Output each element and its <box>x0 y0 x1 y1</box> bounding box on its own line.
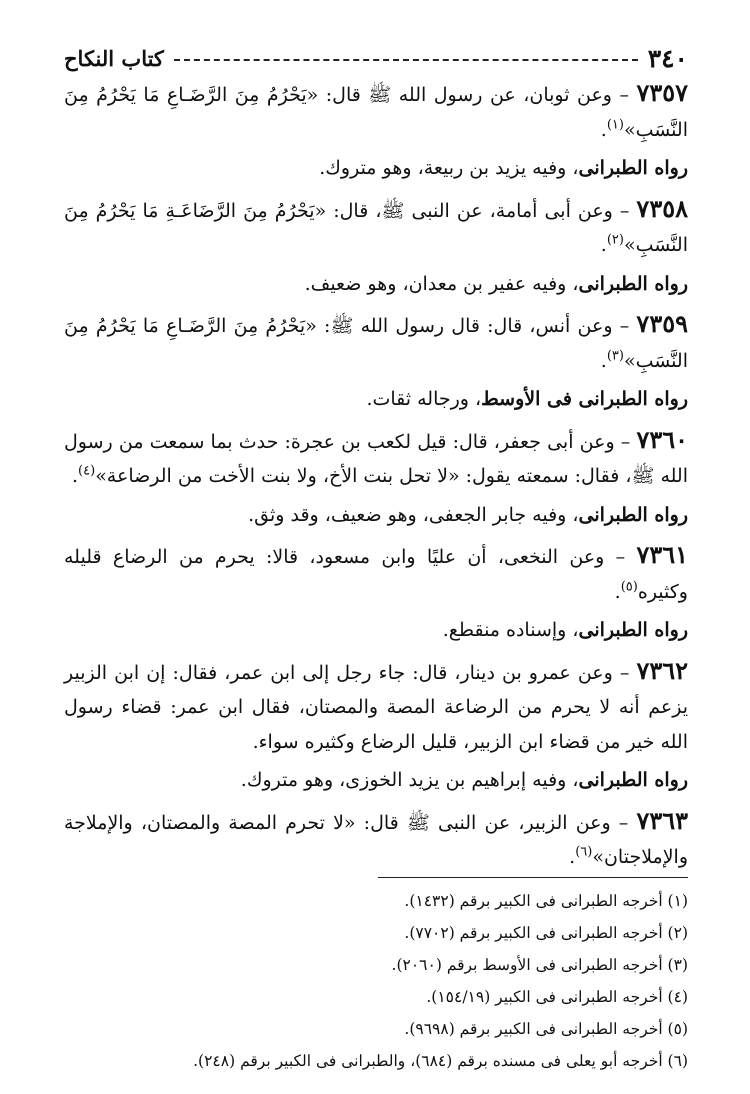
hadith-text: – وعن أنس، قال: قال رسول الله ﷺ: «يَحْرُمُ مِنَ الرَّضَـاعِ مَا يَحْرُمُ مِنَ النَّسَبِ» <box>64 315 688 372</box>
hadith-end-mark: . <box>72 465 79 487</box>
hadith-number: ٧٣٦٢ <box>636 655 688 685</box>
hadith-entry <box>64 538 688 609</box>
hadith-text: – وعن أبى أمامة، عن النبى ﷺ، قال: «يَحْرُمُ مِنَ الرَّضَاعَـةِ مَا يَحْرُمُ مِنَ النَّسَبِ» <box>64 199 688 256</box>
footnote: (٣) أخرجه الطبرانى فى الأوسط برقم (٢٠٦٠). <box>391 956 688 974</box>
narration-comment: ، ورجاله ثقات. <box>366 388 482 410</box>
narration-comment: ، وإسناده منقطع. <box>442 619 579 641</box>
hadith-number: ٧٣٦١ <box>636 540 688 569</box>
hadith-text: – وعن عمرو بن دينار، قال: جاء رجل إلى ابن عمر، فقال: إن ابن الزبير يزعم أنه لا يحرم من الرضاعة المصة والمصتان، فقال ابن عمر: قضاء رسول الله خير من قضاء ابن الزبير، قليل الرضاع وكثيره سواء. <box>64 661 688 753</box>
narration-comment: ، وفيه عفير بن معدان، وهو ضعيف. <box>304 272 579 295</box>
header-dashed-rule <box>174 59 638 61</box>
hadith-number: ٧٣٥٩ <box>636 309 688 338</box>
hadith-entry <box>64 192 688 263</box>
hadith-entry <box>64 654 688 760</box>
footnote: (٤) أخرجه الطبرانى فى الكبير (١٥٤/١٩). <box>426 988 688 1006</box>
narration-note <box>64 498 688 533</box>
running-header <box>64 40 688 76</box>
hadith-text: – وعن النخعى، أن عليًا وابن مسعود، قالا: يحرم من الرضاع قليله وكثيره <box>64 546 688 603</box>
hadith-number: ٧٣٥٧ <box>636 78 688 107</box>
hadith-text: – وعن أبى جعفر، قال: قيل لكعب بن عجرة: حدث بما سمعت من رسول الله ﷺ، فقال: سمعته يقول: «لا تحل بنت الأخ، ولا بنت الأخت من الرضاعة» <box>64 430 688 487</box>
hadith-end-mark: . <box>600 234 607 256</box>
page-number: ٣٤٠ <box>647 43 688 73</box>
narration-note <box>64 382 688 417</box>
footnote: (٥) أخرجه الطبرانى فى الكبير برقم (٩٦٩٨). <box>404 1020 688 1038</box>
narration-note <box>64 613 688 648</box>
narration-source: رواه الطبرانى <box>578 272 688 295</box>
footnote-ref: (٥) <box>620 579 638 595</box>
narration-comment: ، وفيه جابر الجعفى، وهو ضعيف، وقد وثق. <box>248 503 579 526</box>
hadith-text: – وعن الزبير، عن النبى ﷺ قال: «لا تحرم المصة والمصتان، والإملاجة والإملاجتان» <box>64 811 688 868</box>
narration-source: رواه الطبرانى <box>578 769 688 791</box>
hadith-entry <box>64 804 688 875</box>
hadith-entry <box>64 76 688 147</box>
narration-comment: ، وفيه إبراهيم بن يزيد الخوزى، وهو متروك. <box>240 769 579 791</box>
hadith-number: ٧٣٦٣ <box>636 805 689 835</box>
narration-source: رواه الطبرانى <box>578 619 688 641</box>
narration-source: رواه الطبرانى <box>578 503 688 526</box>
footnote-ref: (٦) <box>575 844 593 860</box>
book-title: كتاب النكاح <box>64 45 164 71</box>
narration-comment: ، وفيه يزيد بن ربيعة، وهو متروك. <box>319 157 579 179</box>
hadith-entry <box>64 307 688 378</box>
narration-source: رواه الطبرانى <box>578 157 688 179</box>
narration-note <box>64 267 688 302</box>
footnote-ref: (١) <box>606 117 624 133</box>
footnotes <box>64 885 688 1077</box>
narration-note <box>64 763 688 798</box>
footnote: (٦) أخرجه أبو يعلى فى مسنده برقم (٦٨٤)، والطبرانى فى الكبير برقم (٢٤٨). <box>193 1052 688 1070</box>
hadith-end-mark: . <box>600 349 607 372</box>
hadith-text: – وعن ثوبان، عن رسول الله ﷺ قال: «يَحْرُمُ مِنَ الرَّضَـاعِ مَا يَحْرُمُ مِنَ النَّسَبِ» <box>64 84 688 141</box>
narration-source: رواه الطبرانى فى الأوسط <box>481 388 688 410</box>
hadith-end-mark: . <box>569 846 576 868</box>
hadith-entry <box>64 423 688 494</box>
footnote-ref: (٣) <box>606 348 624 364</box>
hadith-end-mark: . <box>600 118 607 141</box>
footnote-ref: (٢) <box>606 232 624 248</box>
hadith-number: ٧٣٥٨ <box>636 193 688 223</box>
hadith-end-mark: . <box>614 580 621 603</box>
footnote-separator <box>378 877 688 878</box>
footnote: (١) أخرجه الطبرانى فى الكبير برقم (١٤٣٢). <box>404 892 688 910</box>
page-body <box>64 76 688 875</box>
footnote-ref: (٤) <box>78 463 96 479</box>
footnote: (٢) أخرجه الطبرانى فى الكبير برقم (٧٧٠٢). <box>404 924 688 942</box>
narration-note <box>64 151 688 186</box>
hadith-number: ٧٣٦٠ <box>636 424 688 454</box>
